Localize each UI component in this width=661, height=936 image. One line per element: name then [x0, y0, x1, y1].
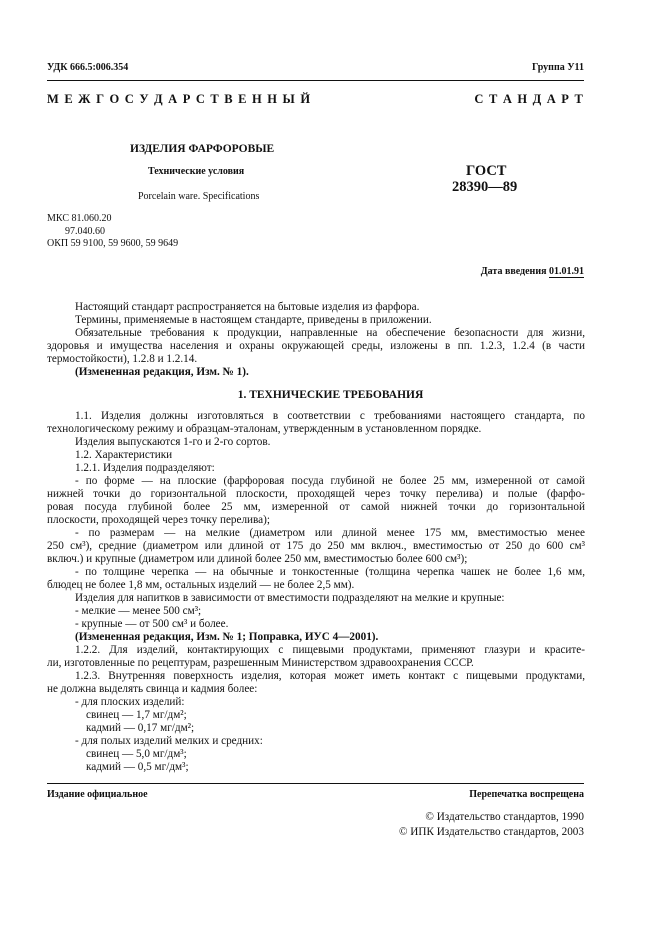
copyright-1990: © Издательство стандартов, 1990 — [425, 811, 584, 823]
banner-standard: С Т А Н Д А Р Т — [474, 92, 584, 106]
body-line: кадмий — 0,17 мг/дм²; — [86, 722, 195, 734]
body-line: 1.2.2. Для изделий, контактирующих с пищевыми продуктами, применяют глазури и красите- — [75, 644, 585, 656]
mks-code-1: МКС 81.060.20 — [47, 213, 112, 224]
preamble-line: термостойкости), 1.2.8 и 1.2.14. — [47, 353, 198, 365]
footer-rule — [47, 783, 584, 784]
gost-label: ГОСТ — [466, 163, 507, 179]
preamble-line: Настоящий стандарт распространяется на бытовые изделия из фарфора. — [75, 301, 420, 313]
body-line: - по толщине черепка — на обычные и тонкостенные (толщина черепка чашек не более 1,6 мм, — [75, 566, 585, 578]
body-line: свинец — 5,0 мг/дм³; — [86, 748, 187, 760]
body-line: - крупные — от 500 см³ и более. — [75, 618, 229, 630]
document-title: ИЗДЕЛИЯ ФАРФОРОВЫЕ — [130, 143, 275, 155]
body-line: - по размерам — на мелкие (диаметром или длиной менее 175 мм, вместимостью менее — [75, 527, 585, 539]
body-line: кадмий — 0,5 мг/дм³; — [86, 761, 189, 773]
introduction-date-label: Дата введения — [480, 266, 547, 277]
english-title: Porcelain ware. Specifications — [138, 191, 260, 202]
body-line: нижней точки до горизонтальной плоскости, проходящей через точку перелива) и полые (фарфо- — [47, 488, 585, 500]
official-edition: Издание официальное — [47, 789, 148, 800]
body-line: - мелкие — менее 500 см³; — [75, 605, 202, 617]
body-line: 1.2.3. Внутренняя поверхность изделия, которая может иметь контакт с пищевыми продуктами, — [75, 670, 585, 682]
section-heading: 1. ТЕХНИЧЕСКИЕ ТРЕБОВАНИЯ — [237, 389, 424, 401]
body-line: 1.1. Изделия должны изготовляться в соответствии с требованиями настоящего стандарта, по — [75, 410, 585, 422]
header-rule — [47, 80, 584, 81]
preamble-line: Термины, применяемые в настоящем стандарте, приведены в приложении. — [75, 314, 432, 326]
reprint-prohibited: Перепечатка воспрещена — [469, 789, 584, 800]
body-line: Изделия выпускаются 1-го и 2-го сортов. — [75, 436, 271, 448]
body-line: Изделия для напитков в зависимости от вместимости подразделяют на мелкие и крупные: — [75, 592, 505, 604]
body-line: ли, изготовленные по рецептурам, разрешенным Министерством здравоохранения СССР. — [47, 657, 474, 669]
body-line: технологическому режиму и образцам-эталонам, утвержденным в установленном порядке. — [47, 423, 482, 435]
body-line: 1.2.1. Изделия подразделяют: — [75, 462, 215, 474]
mks-code-2: 97.040.60 — [65, 226, 105, 237]
document-subtitle: Технические условия — [148, 166, 245, 177]
gost-number: 28390—89 — [452, 179, 518, 195]
okp-code: ОКП 59 9100, 59 9600, 59 9649 — [47, 238, 179, 249]
copyright-2003: © ИПК Издательство стандартов, 2003 — [398, 826, 584, 838]
group-code: Группа У11 — [532, 62, 584, 73]
body-line: - для плоских изделий: — [75, 696, 185, 708]
body-line: не должна выделять свинца и кадмия более: — [47, 683, 258, 695]
amendment-note: (Измененная редакция, Изм. № 1; Поправка, ИУС 4—2001). — [75, 631, 379, 643]
body-line: - по форме — на плоские (фарфоровая посуда глубиной не более 25 мм, измеренной от самой — [75, 475, 585, 487]
introduction-date-value: 01.01.91 — [549, 266, 584, 277]
body-line: плоскости, проходящей через точку перелива); — [47, 514, 270, 526]
preamble-line: здоровья и имущества населения и охраны окружающей среды, изложены в пп. 1.2.3, 1.2.4 (в части — [47, 340, 585, 352]
banner-interstate: М Е Ж Г О С У Д А Р С Т В Е Н Н Ы Й — [47, 92, 312, 106]
body-line: 1.2. Характеристики — [75, 449, 173, 461]
introduction-date — [481, 266, 584, 277]
body-line: - для полых изделий мелких и средних: — [75, 735, 263, 747]
body-line: ровая посуда глубиной более 25 мм, измеренной от самой нижней точки до горизонтальной — [47, 501, 585, 513]
body-line: 250 см³), средние (диаметром или длиной от 175 до 250 мм включ., вместимостью от 250 до 600 см³ — [47, 540, 585, 552]
udk-code: УДК 666.5:006.354 — [47, 62, 129, 73]
body-line: свинец — 1,7 мг/дм²; — [86, 709, 187, 721]
body-line: включ.) и крупные (диаметром или длиной более 250 мм, вместимостью более 600 см³); — [47, 553, 468, 565]
preamble-line: Обязательные требования к продукции, направленные на обеспечение безопасности для жизни, — [75, 327, 585, 339]
body-line: блюдец не более 1,8 мм, остальных изделий — не более 2,5 мм). — [47, 579, 355, 591]
amendment-note: (Измененная редакция, Изм. № 1). — [75, 366, 249, 378]
